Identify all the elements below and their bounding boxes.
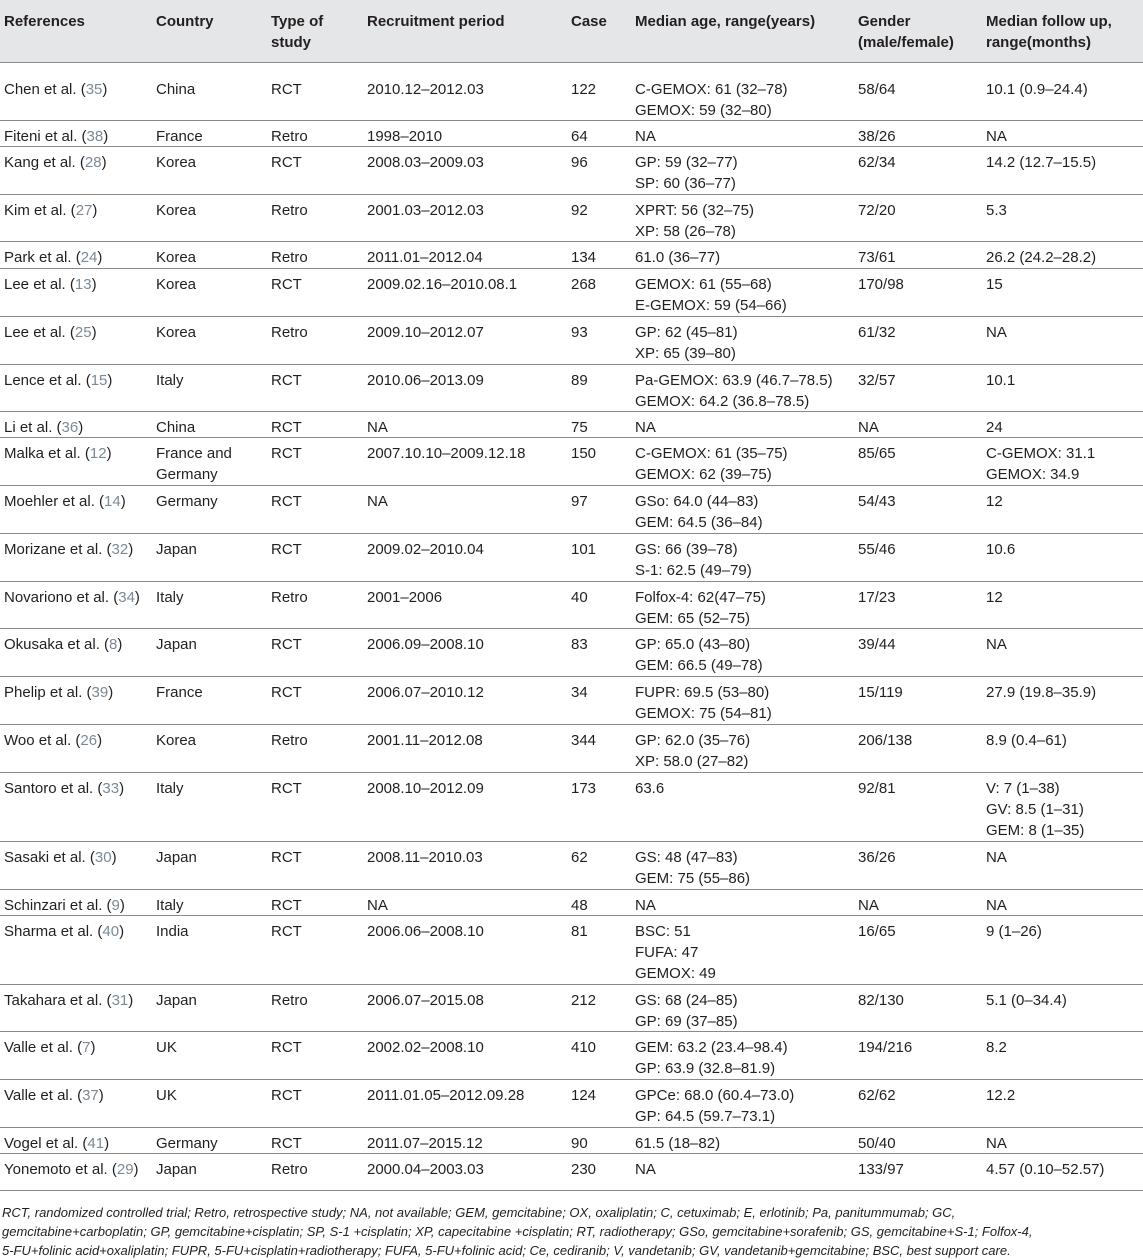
country-cell: Japan [156,541,197,558]
case-cell: 89 [571,372,588,389]
reference-cell: Sharma et al. (40) [4,923,125,940]
gender-cell: 82/130 [858,992,904,1009]
reference-cell: Kim et al. (27) [4,202,98,219]
row-divider [0,437,1143,438]
gender-cell: NA [858,897,879,914]
gender-cell: 50/40 [858,1135,896,1152]
median-age-cell: 63.6 [635,780,665,797]
recruitment-period-cell: 2006.07–2010.12 [367,684,484,701]
follow-up-cell: 12 [986,589,1003,606]
reference-cell: Chen et al. (35) [4,81,108,98]
col-header-median-age: Median age, range(years) [635,13,816,30]
study-type-cell: RCT [271,923,302,940]
country-cell: Japan [156,992,197,1009]
median-age-cell: GEM: 65 (52–75) [635,610,751,627]
case-cell: 344 [571,732,597,749]
recruitment-period-cell: 2011.07–2015.12 [367,1135,483,1152]
reference-cell: Santoro et al. (33) [4,780,125,797]
study-type-cell: RCT [271,419,302,436]
table-footnote [2,1203,1142,1260]
citation-link[interactable]: 39 [91,684,109,701]
follow-up-cell: 8.2 [986,1039,1007,1056]
row-divider [0,364,1143,365]
reference-cell: Vogel et al. (41) [4,1135,110,1152]
gender-cell: 61/32 [858,324,896,341]
study-type-cell: RCT [271,81,302,98]
country-cell: Italy [156,897,184,914]
follow-up-cell: 24 [986,419,1003,436]
case-cell: 62 [571,849,588,866]
case-cell: 92 [571,202,588,219]
median-age-cell: BSC: 51 [635,923,691,940]
citation-link[interactable]: 28 [84,154,102,171]
country-cell: Italy [156,372,184,389]
case-cell: 150 [571,445,597,462]
median-age-cell: S-1: 62.5 (49–79) [635,562,752,579]
country-cell: Germany [156,493,218,510]
follow-up-cell: 12 [986,493,1003,510]
study-type-cell: Retro [271,1161,308,1178]
study-type-cell: RCT [271,493,302,510]
median-age-cell: XPRT: 56 (32–75) [635,202,754,219]
follow-up-cell: 4.57 (0.10–52.57) [986,1161,1105,1178]
follow-up-cell: 10.1 [986,372,1016,389]
country-cell: Korea [156,202,197,219]
median-age-cell: SP: 60 (36–77) [635,175,736,192]
gender-cell: 39/44 [858,636,896,653]
recruitment-period-cell: 2007.10.10–2009.12.18 [367,445,526,462]
study-type-cell: RCT [271,849,302,866]
gender-cell: 72/20 [858,202,896,219]
reference-cell: Morizane et al. (32) [4,541,134,558]
footnote-line: gemcitabine+carboplatin; GP, gemcitabine+cisplatin; SP, S-1 +cisplatin; XP, capecitabine +cisplatin; RT, radiotherapy; GSo, gemcitabine+sorafenib; GS, gemcitabine+S-1; Folfox-4, [2,1224,1033,1239]
col-header-references: References [4,13,85,30]
reference-cell: Novariono et al. (34) [4,589,140,606]
country-cell: China [156,81,196,98]
row-divider [0,841,1143,842]
country-cell: India [156,923,189,940]
gender-cell: 16/65 [858,923,896,940]
case-cell: 96 [571,154,588,171]
row-divider [0,146,1143,147]
citation-link[interactable]: 34 [118,589,135,606]
recruitment-period-cell: 1998–2010 [367,128,443,145]
follow-up-cell: V: 7 (1–38) [986,780,1060,797]
case-cell: 122 [571,81,597,98]
row-divider [0,62,1143,63]
row-divider [0,316,1143,317]
citation-link[interactable]: 33 [102,780,120,797]
row-divider [0,533,1143,534]
median-age-cell: GP: 62 (45–81) [635,324,738,341]
col-header-case: Case [571,13,607,30]
row-divider [0,676,1143,677]
country-cell: UK [156,1039,177,1056]
gender-cell: 36/26 [858,849,896,866]
country-cell: Japan [156,1161,197,1178]
col-header-gender: Gender (male/female) [858,13,954,51]
recruitment-period-cell: 2006.06–2008.10 [367,923,484,940]
recruitment-period-cell: 2010.06–2013.09 [367,372,484,389]
gender-cell: 194/216 [858,1039,913,1056]
row-divider [0,724,1143,725]
recruitment-period-cell: 2011.01.05–2012.09.28 [367,1087,525,1104]
case-cell: 268 [571,276,597,293]
reference-cell: Lence et al. (15) [4,372,113,389]
follow-up-cell: 15 [986,276,1003,293]
citation-link[interactable]: 38 [86,128,104,145]
follow-up-cell: GEM: 8 (1–35) [986,822,1085,839]
footnote-line: 5-FU+folinic acid+oxaliplatin; FUPR, 5-FU+cisplatin+radiotherapy; FUFA, 5-FU+folinic acid; Ce, cediranib; V, vandetanib; GV, vandetanib+gemcitabine; BSC, best support care. [2,1243,1011,1258]
country-cell: Japan [156,849,197,866]
country-cell: Japan [156,636,197,653]
study-type-cell: Retro [271,732,308,749]
citation-link[interactable]: 7 [82,1039,91,1056]
citation-link[interactable]: 32 [111,541,129,558]
gender-cell: 170/98 [858,276,904,293]
row-divider [0,984,1143,985]
row-divider [0,268,1143,269]
gender-cell: NA [858,419,879,436]
row-divider [0,581,1143,582]
median-age-cell: GEMOX: 49 [635,965,716,982]
median-age-cell: GEM: 64.5 (36–84) [635,514,763,531]
median-age-cell: 61.5 (18–82) [635,1135,721,1152]
reference-cell: Schinzari et al. (9) [4,897,125,914]
case-cell: 410 [571,1039,597,1056]
follow-up-cell: 27.9 (19.8–35.9) [986,684,1097,701]
follow-up-cell: 5.3 [986,202,1007,219]
gender-cell: 73/61 [858,249,896,266]
follow-up-cell: GEMOX: 34.9 [986,466,1080,483]
reference-cell: Kang et al. (28) [4,154,107,171]
reference-cell: Lee et al. (25) [4,324,97,341]
median-age-cell: 61.0 (36–77) [635,249,721,266]
median-age-cell: GP: 65.0 (43–80) [635,636,751,653]
median-age-cell: NA [635,1161,656,1178]
col-header-median-follow-up: Median follow up, range(months) [986,13,1112,51]
reference-cell: Fiteni et al. (38) [4,128,109,145]
row-divider [0,411,1143,412]
follow-up-cell: NA [986,128,1007,145]
median-age-cell: GPCe: 68.0 (60.4–73.0) [635,1087,795,1104]
reference-cell: Takahara et al. (31) [4,992,134,1009]
recruitment-period-cell: NA [367,493,388,510]
reference-cell: Lee et al. (13) [4,276,97,293]
case-cell: 101 [571,541,597,558]
study-type-cell: RCT [271,636,302,653]
follow-up-cell: GV: 8.5 (1–31) [986,801,1084,818]
gender-cell: 54/43 [858,493,896,510]
reference-cell: Valle et al. (7) [4,1039,96,1056]
median-age-cell: GEM: 63.2 (23.4–98.4) [635,1039,788,1056]
median-age-cell: GEMOX: 61 (55–68) [635,276,772,293]
recruitment-period-cell: 2001.11–2012.08 [367,732,483,749]
follow-up-cell: 5.1 (0–34.4) [986,992,1067,1009]
case-cell: 134 [571,249,597,266]
country-cell: France [156,684,203,701]
study-type-cell: RCT [271,1135,302,1152]
recruitment-period-cell: 2009.02–2010.04 [367,541,484,558]
citation-link[interactable]: 40 [102,923,120,940]
country-cell: Korea [156,276,197,293]
row-divider [0,1127,1143,1128]
citation-link[interactable]: 27 [75,202,93,219]
study-type-cell: RCT [271,1087,302,1104]
col-header-recruitment-period: Recruitment period [367,13,505,30]
median-age-cell: NA [635,128,656,145]
median-age-cell: NA [635,897,656,914]
country-cell: France [156,128,203,145]
reference-cell: Woo et al. (26) [4,732,103,749]
study-type-cell: Retro [271,324,308,341]
study-type-cell: RCT [271,897,302,914]
study-type-cell: RCT [271,372,302,389]
median-age-cell: E-GEMOX: 59 (54–66) [635,297,787,314]
follow-up-cell: C-GEMOX: 31.1 [986,445,1096,462]
country-cell: Italy [156,589,184,606]
row-divider [0,628,1143,629]
reference-cell: Moehler et al. (14) [4,493,126,510]
recruitment-period-cell: 2009.10–2012.07 [367,324,484,341]
citation-link[interactable]: 9 [111,897,120,914]
reference-cell: Malka et al. (12) [4,445,112,462]
gender-cell: 62/62 [858,1087,896,1104]
case-cell: 34 [571,684,588,701]
case-cell: 93 [571,324,588,341]
country-cell: Korea [156,732,197,749]
follow-up-cell: 12.2 [986,1087,1016,1104]
median-age-cell: GEM: 66.5 (49–78) [635,657,763,674]
median-age-cell: GP: 69 (37–85) [635,1013,738,1030]
citation-link[interactable]: 31 [111,992,129,1009]
citation-link[interactable]: 15 [90,372,108,389]
case-cell: 124 [571,1087,597,1104]
gender-cell: 62/34 [858,154,896,171]
citation-link[interactable]: 25 [74,324,92,341]
median-age-cell: C-GEMOX: 61 (32–78) [635,81,788,98]
gender-cell: 133/97 [858,1161,904,1178]
gender-cell: 206/138 [858,732,913,749]
row-divider [0,1190,1143,1191]
study-type-cell: Retro [271,992,308,1009]
median-age-cell: GEMOX: 62 (39–75) [635,466,772,483]
row-divider [0,241,1143,242]
median-age-cell: XP: 65 (39–80) [635,345,736,362]
gender-cell: 38/26 [858,128,896,145]
citation-link[interactable]: 41 [87,1135,105,1152]
citation-link[interactable]: 36 [61,419,79,436]
study-type-cell: RCT [271,1039,302,1056]
gender-cell: 55/46 [858,541,896,558]
reference-cell: Yonemoto et al. (29) [4,1161,139,1178]
reference-cell: Sasaki et al. (30) [4,849,117,866]
reference-cell: Park et al. (24) [4,249,103,266]
median-age-cell: GS: 48 (47–83) [635,849,738,866]
gender-cell: 92/81 [858,780,896,797]
case-cell: 75 [571,419,588,436]
study-type-cell: RCT [271,684,302,701]
row-divider [0,1079,1143,1080]
case-cell: 48 [571,897,588,914]
gender-cell: 32/57 [858,372,896,389]
citation-link[interactable]: 14 [104,493,121,510]
row-divider [0,772,1143,773]
median-age-cell: GS: 68 (24–85) [635,992,738,1009]
col-header-type-of-study: Type of study [271,13,324,51]
study-type-cell: RCT [271,541,302,558]
case-cell: 81 [571,923,588,940]
median-age-cell: FUFA: 47 [635,944,699,961]
country-cell: Korea [156,324,197,341]
follow-up-cell: NA [986,324,1007,341]
country-cell: Germany [156,466,218,483]
gender-cell: 17/23 [858,589,896,606]
study-type-cell: RCT [271,445,302,462]
recruitment-period-cell: 2008.11–2010.03 [367,849,483,866]
median-age-cell: GEMOX: 59 (32–80) [635,102,772,119]
median-age-cell: C-GEMOX: 61 (35–75) [635,445,788,462]
citation-link[interactable]: 29 [116,1161,134,1178]
recruitment-period-cell: 2008.10–2012.09 [367,780,484,797]
recruitment-period-cell: 2002.02–2008.10 [367,1039,484,1056]
study-type-cell: Retro [271,128,308,145]
median-age-cell: XP: 58.0 (27–82) [635,753,749,770]
study-type-cell: RCT [271,780,302,797]
row-divider [0,194,1143,195]
median-age-cell: FUPR: 69.5 (53–80) [635,684,770,701]
study-type-cell: Retro [271,589,308,606]
country-cell: Korea [156,154,197,171]
recruitment-period-cell: 2001.03–2012.03 [367,202,484,219]
follow-up-cell: 8.9 (0.4–61) [986,732,1067,749]
follow-up-cell: 14.2 (12.7–15.5) [986,154,1097,171]
recruitment-period-cell: 2006.07–2015.08 [367,992,484,1009]
recruitment-period-cell: 2001–2006 [367,589,443,606]
median-age-cell: GP: 64.5 (59.7–73.1) [635,1108,776,1125]
recruitment-period-cell: 2010.12–2012.03 [367,81,484,98]
country-cell: France and [156,445,232,462]
citation-link[interactable]: 13 [74,276,92,293]
median-age-cell: GEMOX: 75 (54–81) [635,705,772,722]
citation-link[interactable]: 24 [80,249,98,266]
recruitment-period-cell: 2006.09–2008.10 [367,636,484,653]
median-age-cell: Pa-GEMOX: 63.9 (46.7–78.5) [635,372,833,389]
follow-up-cell: 26.2 (24.2–28.2) [986,249,1097,266]
case-cell: 64 [571,128,588,145]
citation-link[interactable]: 30 [94,849,112,866]
follow-up-cell: 10.6 [986,541,1016,558]
case-cell: 230 [571,1161,597,1178]
country-cell: UK [156,1087,177,1104]
median-age-cell: GP: 62.0 (35–76) [635,732,751,749]
median-age-cell: GEM: 75 (55–86) [635,870,751,887]
country-cell: China [156,419,196,436]
citation-link[interactable]: 12 [89,445,107,462]
study-type-cell: RCT [271,154,302,171]
footnote-line: RCT, randomized controlled trial; Retro, retrospective study; NA, not available; GEM, gemcitabine; OX, oxaliplatin; C, cetuximab; E, erlotinib; Pa, panitummumab; GC, [2,1205,956,1220]
recruitment-period-cell: NA [367,419,388,436]
reference-cell: Okusaka et al. (8) [4,636,123,653]
median-age-cell: GS: 66 (39–78) [635,541,738,558]
citation-link[interactable]: 35 [85,81,103,98]
median-age-cell: GSo: 64.0 (44–83) [635,493,759,510]
median-age-cell: GEMOX: 64.2 (36.8–78.5) [635,393,810,410]
country-cell: Korea [156,249,197,266]
follow-up-cell: 10.1 (0.9–24.4) [986,81,1088,98]
median-age-cell: GP: 59 (32–77) [635,154,738,171]
row-divider [0,485,1143,486]
row-divider [0,1153,1143,1154]
median-age-cell: NA [635,419,656,436]
citation-link[interactable]: 37 [82,1087,99,1104]
median-age-cell: XP: 58 (26–78) [635,223,736,240]
reference-cell: Phelip et al. (39) [4,684,114,701]
country-cell: Italy [156,780,184,797]
recruitment-period-cell: 2011.01–2012.04 [367,249,483,266]
case-cell: 212 [571,992,597,1009]
case-cell: 97 [571,493,588,510]
study-type-cell: RCT [271,276,302,293]
gender-cell: 15/119 [858,684,903,701]
recruitment-period-cell: 2008.03–2009.03 [367,154,484,171]
study-type-cell: Retro [271,202,308,219]
follow-up-cell: NA [986,636,1007,653]
case-cell: 173 [571,780,597,797]
recruitment-period-cell: NA [367,897,388,914]
follow-up-cell: NA [986,849,1007,866]
recruitment-period-cell: 2000.04–2003.03 [367,1161,484,1178]
follow-up-cell: 9 (1–26) [986,923,1042,940]
country-cell: Germany [156,1135,218,1152]
case-cell: 40 [571,589,588,606]
median-age-cell: GP: 63.9 (32.8–81.9) [635,1060,776,1077]
follow-up-cell: NA [986,897,1007,914]
reference-cell: Valle et al. (37) [4,1087,104,1104]
gender-cell: 58/64 [858,81,896,98]
case-cell: 83 [571,636,588,653]
col-header-country: Country [156,13,214,30]
citation-link[interactable]: 8 [109,636,118,653]
case-cell: 90 [571,1135,588,1152]
row-divider [0,915,1143,916]
recruitment-period-cell: 2009.02.16–2010.08.1 [367,276,518,293]
row-divider [0,1031,1143,1032]
reference-cell: Li et al. (36) [4,419,84,436]
row-divider [0,120,1143,121]
study-type-cell: Retro [271,249,308,266]
median-age-cell: Folfox-4: 62(47–75) [635,589,766,606]
follow-up-cell: NA [986,1135,1007,1152]
gender-cell: 85/65 [858,445,896,462]
citation-link[interactable]: 26 [80,732,98,749]
row-divider [0,889,1143,890]
